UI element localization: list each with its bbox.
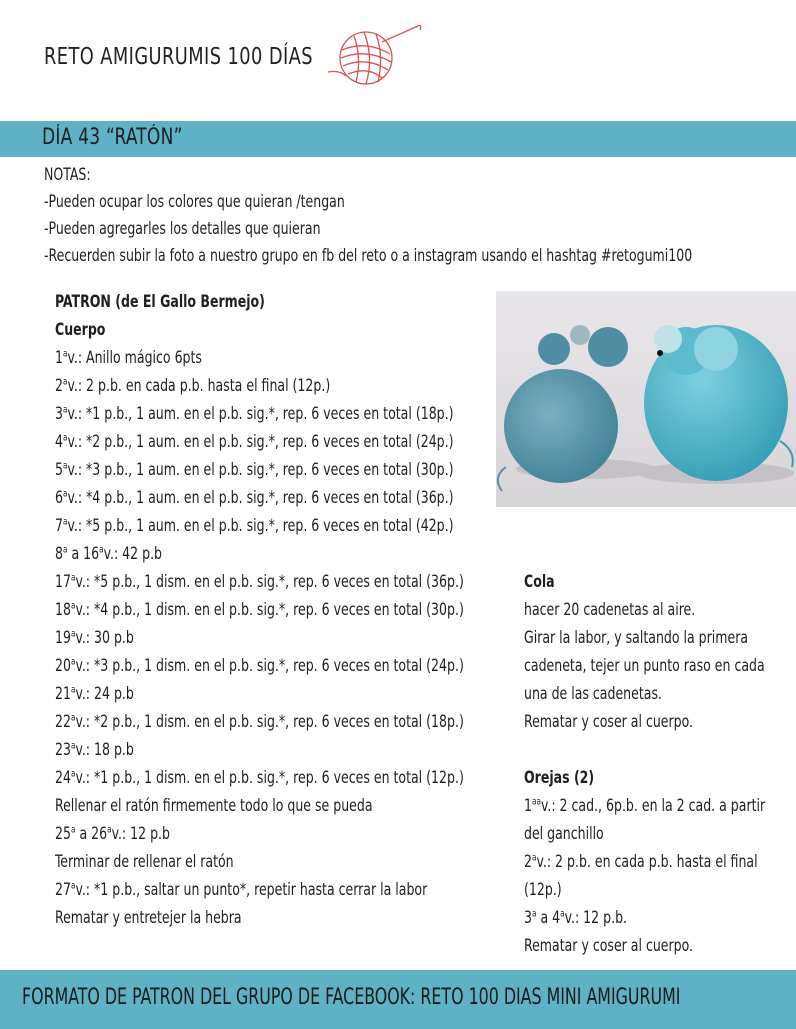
pattern-row <box>55 680 464 708</box>
pattern-row <box>55 456 464 484</box>
pattern-row-sup: a <box>62 432 68 444</box>
pattern-row-text: Rematar y entretejer la hebra <box>55 908 242 928</box>
right-column <box>524 568 796 960</box>
pattern-row-text: v.: *5 p.b., 1 dism. en el p.b. sig.*, rep. 6 veces en total (36p.) <box>75 572 464 592</box>
footer-text: FORMATO DE PATRON DEL GRUPO DE FACEBOOK: RETO 100 DIAS MINI AMIGURUMI <box>22 985 681 1010</box>
pattern-row-text: v.: *1 p.b., saltar un punto*, repetir hasta cerrar la labor <box>75 880 428 900</box>
pattern-row <box>55 596 464 624</box>
orejas-line-sup2: a <box>560 908 565 920</box>
orejas-line <box>524 848 765 876</box>
orejas-line <box>524 820 765 848</box>
pattern-row-text: v.: 12 p.b <box>111 824 170 844</box>
pattern-row-text: v.: *3 p.b., 1 aum. en el p.b. sig.*, rep. 6 veces en total (30p.) <box>67 460 454 480</box>
pattern-row-num: 7 <box>55 516 63 536</box>
pattern-row-text: Terminar de rellenar el ratón <box>55 852 234 872</box>
pattern-row-text: v.: *1 p.b., 1 aum. en el p.b. sig.*, rep. 6 veces en total (18p.) <box>67 404 454 424</box>
pattern-title: PATRON (de El Gallo Bermejo) <box>55 292 265 312</box>
pattern-row-mid: a 26 <box>75 824 108 844</box>
pattern-row-text: v.: 30 p.b <box>75 628 134 648</box>
pattern-row-num: 24 <box>55 768 71 788</box>
pattern-row-sup: a <box>62 460 68 472</box>
pattern-row-sup: a <box>62 544 68 556</box>
pattern-row-num: 5 <box>55 460 63 480</box>
pattern-row-text: v.: *4 p.b., 1 aum. en el p.b. sig.*, rep. 6 veces en total (36p.) <box>67 488 454 508</box>
pattern-row-sup: a <box>70 768 76 780</box>
cola-line: cadeneta, tejer un punto raso en cada <box>524 656 765 676</box>
day-title: DÍA 43 “RATÓN” <box>42 125 183 150</box>
header-title: RETO AMIGURUMIS 100 DÍAS <box>44 44 314 70</box>
pattern-row-sup2: a <box>99 544 104 556</box>
cola-line: Girar la labor, y saltando la primera <box>524 628 749 648</box>
pattern-row-sup: a <box>62 404 68 416</box>
pattern-row <box>55 708 464 736</box>
pattern-row-num: 20 <box>55 656 71 676</box>
pattern-row-num: 17 <box>55 572 71 592</box>
yarn-ball-crochet-hook-icon <box>326 20 424 88</box>
orejas-line <box>524 792 765 820</box>
orejas-heading: Orejas (2) <box>524 768 595 788</box>
pattern-row-sup: a <box>62 516 68 528</box>
orejas-line-text: Rematar y coser al cuerpo. <box>524 936 694 956</box>
orejas-line-sup: a <box>531 908 537 920</box>
pattern-row <box>55 904 464 932</box>
pattern-row <box>55 344 464 372</box>
pattern-row-text: v.: 24 p.b <box>75 684 134 704</box>
pattern-row-text: v.: *3 p.b., 1 dism. en el p.b. sig.*, rep. 6 veces en total (24p.) <box>75 656 464 676</box>
pattern-row-sup: a <box>62 348 68 360</box>
pattern-row-num: 25 <box>55 824 71 844</box>
cola-line: hacer 20 cadenetas al aire. <box>524 600 696 620</box>
pattern-row <box>55 820 464 848</box>
pattern-row-num: 4 <box>55 432 63 452</box>
orejas-line-text: v.: 2 cad., 6p.b. en la 2 <box>541 796 685 816</box>
orejas-line-text: v.: 2 p.b. en cada p.b. hasta el final <box>536 852 758 872</box>
pattern-row-sup: a <box>62 376 68 388</box>
footer-band <box>0 970 796 1029</box>
pattern-row <box>55 400 464 428</box>
pattern-row-text: v.: 42 p.b <box>103 544 163 564</box>
pattern-row-sup: a <box>70 712 76 724</box>
pattern-row <box>55 792 464 820</box>
orejas-line <box>524 904 765 932</box>
pattern-row <box>55 484 464 512</box>
orejas-line-sup: a <box>531 852 537 864</box>
pattern-row-text: v.: *2 p.b., 1 aum. en el p.b. sig.*, rep. 6 veces en total (24p.) <box>67 432 454 452</box>
pattern-row-text: v.: 2 p.b. en cada p.b. hasta el final (12p.) <box>67 376 331 396</box>
amigurumi-mice-photo <box>496 291 796 507</box>
pattern-row-mid: a 16 <box>67 544 100 564</box>
pattern-row <box>55 652 464 680</box>
orejas-line-text: (12p.) <box>524 880 562 900</box>
pattern-row-num: 19 <box>55 628 71 648</box>
notes-section <box>44 162 796 270</box>
cola-line: una de las cadenetas. <box>524 684 662 704</box>
pattern-row <box>55 876 464 904</box>
pattern-row-text: v.: *4 p.b., 1 dism. en el p.b. sig.*, rep. 6 veces en total (30p.) <box>75 600 464 620</box>
pattern-row-num: 1 <box>55 348 63 368</box>
pattern-row <box>55 568 464 596</box>
pattern-row-num: 2 <box>55 376 63 396</box>
pattern-row-sup: a <box>70 600 76 612</box>
pattern-row-text: v.: *2 p.b., 1 dism. en el p.b. sig.*, rep. 6 veces en total (18p.) <box>75 712 464 732</box>
orejas-line-mid: a 4 <box>536 908 561 928</box>
orejas-line <box>524 876 765 904</box>
pattern-row <box>55 764 464 792</box>
pattern-row-num: 8 <box>55 544 63 564</box>
pattern-row-sup: a <box>70 824 76 836</box>
pattern-row <box>55 736 464 764</box>
orejas-line-text: del ganchillo <box>524 824 604 844</box>
pattern-row-text: v.: Anillo mágico 6pts <box>67 348 202 368</box>
pattern-row-sup: a <box>70 656 76 668</box>
cola-heading: Cola <box>524 572 555 592</box>
pattern-row-text: v.: 18 p.b <box>75 740 134 760</box>
orejas-line-sup: a <box>531 796 537 808</box>
pattern-row-num: 22 <box>55 712 71 732</box>
day-title-band <box>0 121 796 157</box>
pattern-row-num: 18 <box>55 600 71 620</box>
pattern-row-sup2: a <box>107 824 112 836</box>
pattern-row <box>55 540 464 568</box>
pattern-row-num: 27 <box>55 880 71 900</box>
spacer <box>524 736 765 764</box>
pattern-row <box>55 848 464 876</box>
pattern-row-text: Rellenar el ratón firmemente todo lo que se pueda <box>55 796 373 816</box>
pattern-row <box>55 372 464 400</box>
pattern-row <box>55 428 464 456</box>
pattern-row <box>55 512 464 540</box>
orejas-line-tail: cad. a partir <box>684 796 766 816</box>
notes-heading: NOTAS: <box>44 165 91 185</box>
pattern-row-sup: a <box>62 488 68 500</box>
orejas-line-num: 1 <box>524 796 532 816</box>
pattern-row-sup: a <box>70 628 76 640</box>
pattern-row-num: 3 <box>55 404 63 424</box>
note-item: -Pueden agregarles los detalles que quieran <box>44 219 321 239</box>
orejas-line-num: 3 <box>524 908 532 928</box>
cola-line: Rematar y coser al cuerpo. <box>524 712 694 732</box>
note-item: -Recuerden subir la foto a nuestro grupo en fb del reto o a instagram usando el hashtag #retogumi100 <box>44 246 693 266</box>
pattern-row-num: 23 <box>55 740 71 760</box>
pattern-row-text: v.: *1 p.b., 1 dism. en el p.b. sig.*, rep. 6 veces en total (12p.) <box>75 768 464 788</box>
pattern-row-text: v.: *5 p.b., 1 aum. en el p.b. sig.*, rep. 6 veces en total (42p.) <box>67 516 454 536</box>
note-item: -Pueden ocupar los colores que quieran /tengan <box>44 192 345 212</box>
body-heading: Cuerpo <box>55 320 106 340</box>
pattern-row <box>55 624 464 652</box>
orejas-line-text: v.: 12 p.b. <box>564 908 628 928</box>
pattern-row-sup: a <box>70 572 76 584</box>
orejas-line <box>524 932 765 960</box>
pattern-row-sup: a <box>70 684 76 696</box>
pattern-row-num: 21 <box>55 684 71 704</box>
pattern-section <box>55 288 554 932</box>
pattern-row-num: 6 <box>55 488 63 508</box>
pattern-row-sup: a <box>70 740 76 752</box>
pattern-row-sup: a <box>70 880 76 892</box>
orejas-line-sup2: a <box>536 796 542 808</box>
orejas-line-num: 2 <box>524 852 532 872</box>
